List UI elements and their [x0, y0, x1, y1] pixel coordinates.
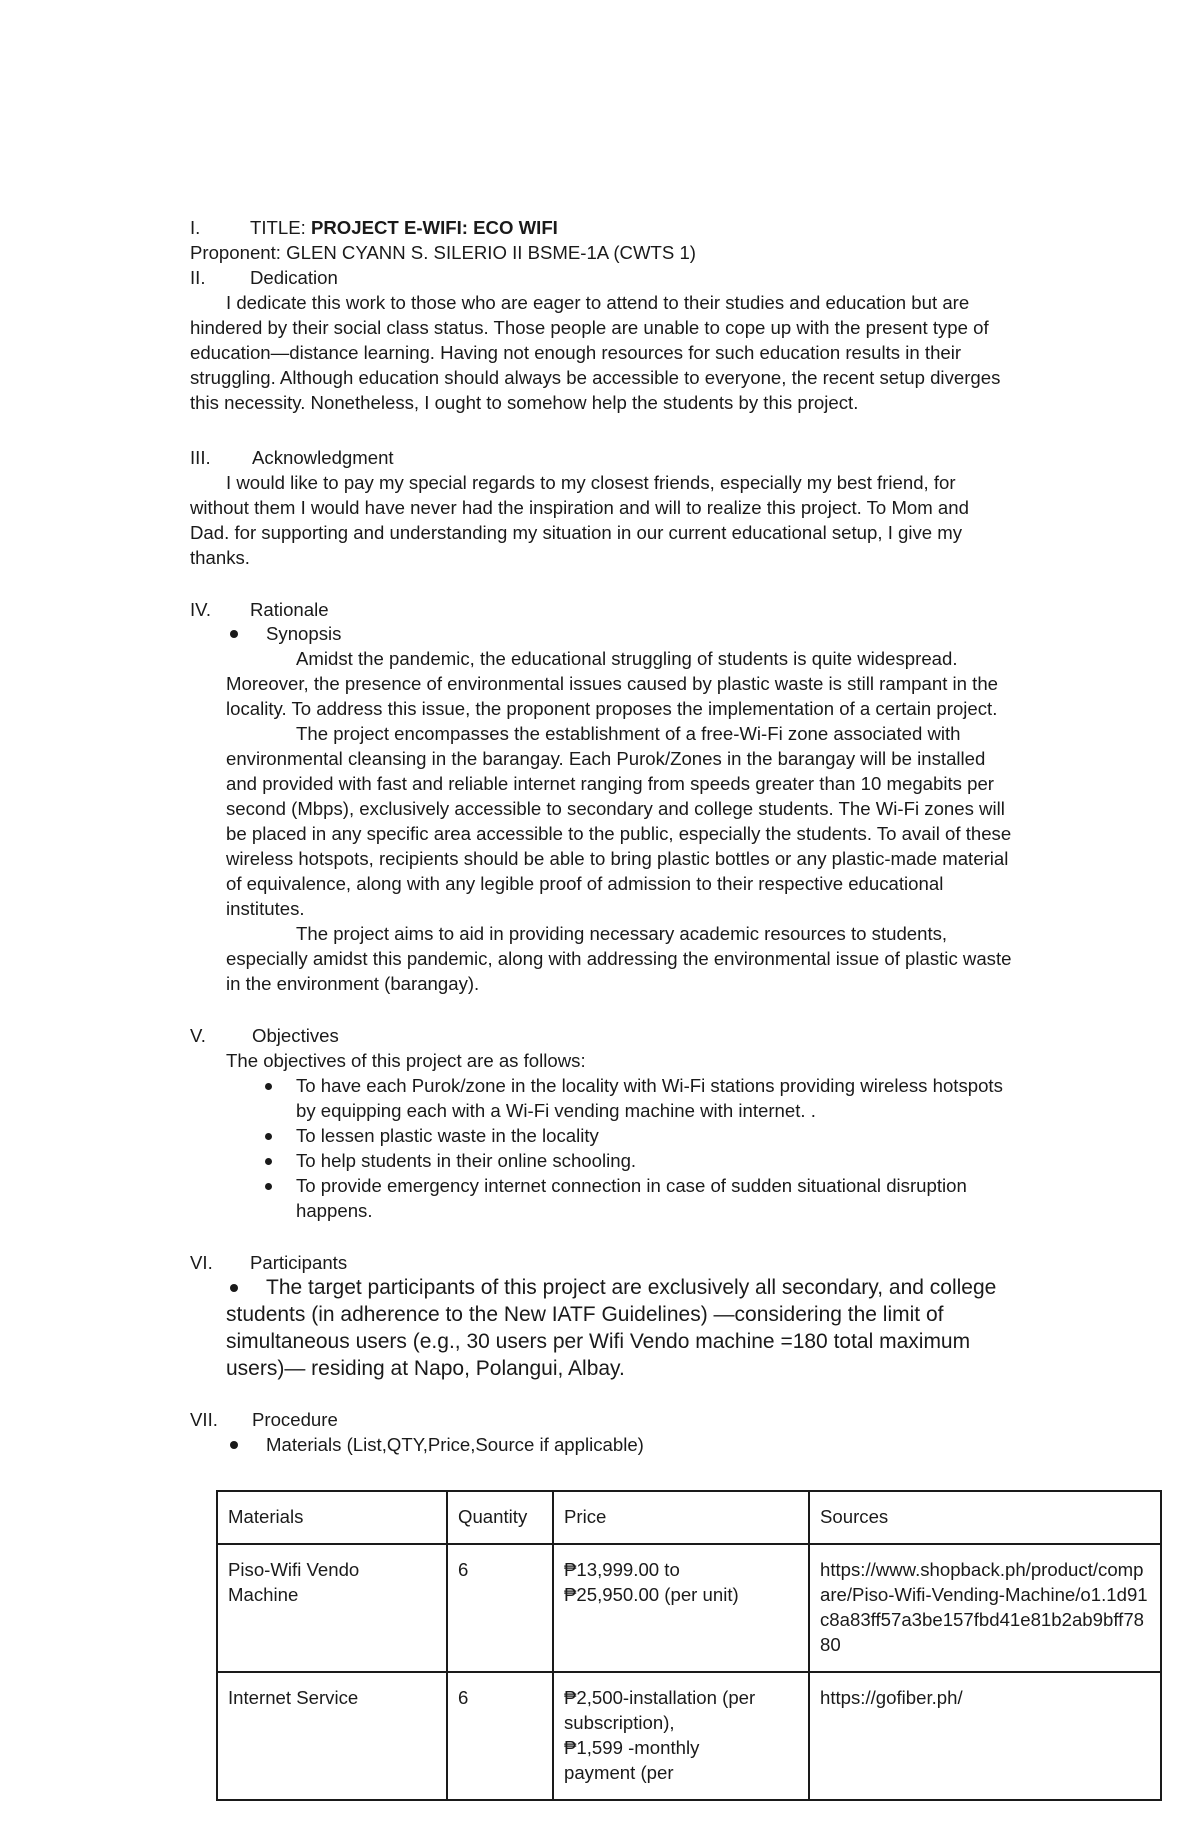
dedication-line: this necessity. Nonetheless, I ought to somehow help the students by this project.: [190, 392, 859, 413]
rationale-line: Moreover, the presence of environmental issues caused by plastic waste is still rampant in the: [226, 673, 999, 694]
bullet-icon: [265, 1158, 272, 1165]
objective-item-continuation: by equipping each with a Wi-Fi vending machine with internet. .: [296, 1100, 816, 1121]
bullet-icon: [230, 630, 238, 638]
materials-label: Materials (List,QTY,Price,Source if applicable): [266, 1434, 644, 1455]
header-cell: Quantity: [447, 1491, 553, 1544]
rationale-line: Amidst the pandemic, the educational struggling of students is quite widespread.: [296, 648, 958, 669]
quantity-cell: 6: [447, 1544, 553, 1672]
section-heading-rationale: Rationale: [250, 599, 329, 620]
section-number: II.: [190, 267, 206, 288]
bullet-icon: [265, 1083, 272, 1090]
rationale-line: especially amidst this pandemic, along with addressing the environmental issue of plastic waste: [226, 948, 1012, 969]
source-cell: https://www.shopback.ph/product/compare/Piso-Wifi-Vending-Machine/o1.1d91c8a83ff57a3be157fbd41e81b2ab9bff7880: [809, 1544, 1161, 1672]
bullet-icon: [230, 1284, 238, 1292]
price-cell: [553, 1672, 809, 1800]
synopsis-label: Synopsis: [266, 623, 342, 644]
price-text: ₱2,500-installation (per: [564, 1687, 756, 1708]
table-row: [217, 1544, 1161, 1672]
proponent-line: Proponent: GLEN CYANN S. SILERIO II BSME-1A (CWTS 1): [190, 242, 696, 263]
table-row: [217, 1672, 1161, 1800]
rationale-line: in the environment (barangay).: [226, 973, 480, 994]
title-prefix: TITLE:: [250, 217, 311, 238]
bullet-icon: [265, 1133, 272, 1140]
objective-item: To provide emergency internet connection in case of sudden situational disruption: [296, 1175, 967, 1196]
participants-line: The target participants of this project are exclusively all secondary, and college: [266, 1276, 997, 1299]
section-number: VI.: [190, 1252, 213, 1273]
objectives-intro: The objectives of this project are as follows:: [226, 1050, 586, 1071]
acknowledgment-line: without them I would have never had the inspiration and will to realize this project. To Mom and: [190, 497, 969, 518]
dedication-line: hindered by their social class status. Those people are unable to cope up with the present type of: [190, 317, 989, 338]
objective-item-continuation: happens.: [296, 1200, 373, 1221]
rationale-line: The project encompasses the establishment of a free-Wi-Fi zone associated with: [296, 723, 961, 744]
section-heading-dedication: Dedication: [250, 267, 338, 288]
rationale-line: second (Mbps), exclusively accessible to secondary and college students. The Wi-Fi zones will: [226, 798, 1005, 819]
material-text: Piso-Wifi Vendo: [228, 1559, 360, 1580]
price-text: ₱1,599 -monthly: [564, 1737, 700, 1758]
section-number: V.: [190, 1025, 206, 1046]
rationale-line: of equivalence, along with any legible proof of admission to their respective educational: [226, 873, 944, 894]
bullet-icon: [230, 1441, 238, 1449]
rationale-line: be placed in any specific area accessible to the public, especially the students. To avail of these: [226, 823, 1012, 844]
section-heading-objectives: Objectives: [252, 1025, 339, 1046]
objective-item: To have each Purok/zone in the locality with Wi-Fi stations providing wireless hotspots: [296, 1075, 1003, 1096]
section-number: IV.: [190, 599, 212, 620]
quantity-cell: 6: [447, 1672, 553, 1800]
material-text: Machine: [228, 1584, 299, 1605]
price-cell: [553, 1544, 809, 1672]
header-cell: Price: [553, 1491, 809, 1544]
title-line: [250, 215, 558, 240]
bullet-icon: [265, 1183, 272, 1190]
acknowledgment-line: I would like to pay my special regards to my closest friends, especially my best friend, for: [226, 472, 956, 493]
section-number: I.: [190, 217, 201, 238]
table-header-row: [217, 1491, 1161, 1544]
dedication-line: struggling. Although education should always be accessible to everyone, the recent setup diverges: [190, 367, 1001, 388]
section-number: VII.: [190, 1409, 218, 1430]
material-cell: [217, 1544, 447, 1672]
section-heading-acknowledgment: Acknowledgment: [252, 447, 394, 468]
rationale-line: The project aims to aid in providing necessary academic resources to students,: [296, 923, 948, 944]
rationale-line: environmental cleansing in the barangay. Each Purok/Zones in the barangay will be installed: [226, 748, 986, 769]
acknowledgment-line: Dad. for supporting and understanding my situation in our current educational setup, I give my: [190, 522, 963, 543]
header-cell: Sources: [809, 1491, 1161, 1544]
objective-item: To lessen plastic waste in the locality: [296, 1125, 599, 1146]
section-heading-procedure: Procedure: [252, 1409, 338, 1430]
participants-line: students (in adherence to the New IATF Guidelines) —considering the limit of: [226, 1303, 944, 1326]
price-text: payment (per: [564, 1762, 674, 1783]
section-heading-participants: Participants: [250, 1252, 348, 1273]
price-text: ₱25,950.00 (per unit): [564, 1584, 739, 1605]
dedication-line: I dedicate this work to those who are eager to attend to their studies and education but are: [226, 292, 970, 313]
material-cell: [217, 1672, 447, 1800]
material-text: Internet Service: [228, 1687, 359, 1708]
participants-line: simultaneous users (e.g., 30 users per Wifi Vendo machine =180 total maximum: [226, 1330, 971, 1353]
project-title: PROJECT E-WIFI: ECO WIFI: [310, 217, 558, 238]
rationale-line: locality. To address this issue, the proponent proposes the implementation of a certain project.: [226, 698, 998, 719]
participants-line: users)— residing at Napo, Polangui, Albay.: [226, 1357, 625, 1380]
rationale-line: institutes.: [226, 898, 305, 919]
acknowledgment-line: thanks.: [190, 547, 250, 568]
rationale-line: and provided with fast and reliable internet ranging from speeds greater than 10 megabits per: [226, 773, 994, 794]
objective-item: To help students in their online schooling.: [296, 1150, 637, 1171]
rationale-line: wireless hotspots, recipients should be able to bring plastic bottles or any plastic-made material: [226, 848, 1009, 869]
materials-table: [216, 1490, 1162, 1801]
source-cell: https://gofiber.ph/: [809, 1672, 1161, 1800]
price-text: subscription),: [564, 1712, 675, 1733]
price-text: ₱13,999.00 to: [564, 1559, 680, 1580]
section-number: III.: [190, 447, 211, 468]
dedication-line: education—distance learning. Having not enough resources for such education results in their: [190, 342, 962, 363]
header-cell: Materials: [217, 1491, 447, 1544]
